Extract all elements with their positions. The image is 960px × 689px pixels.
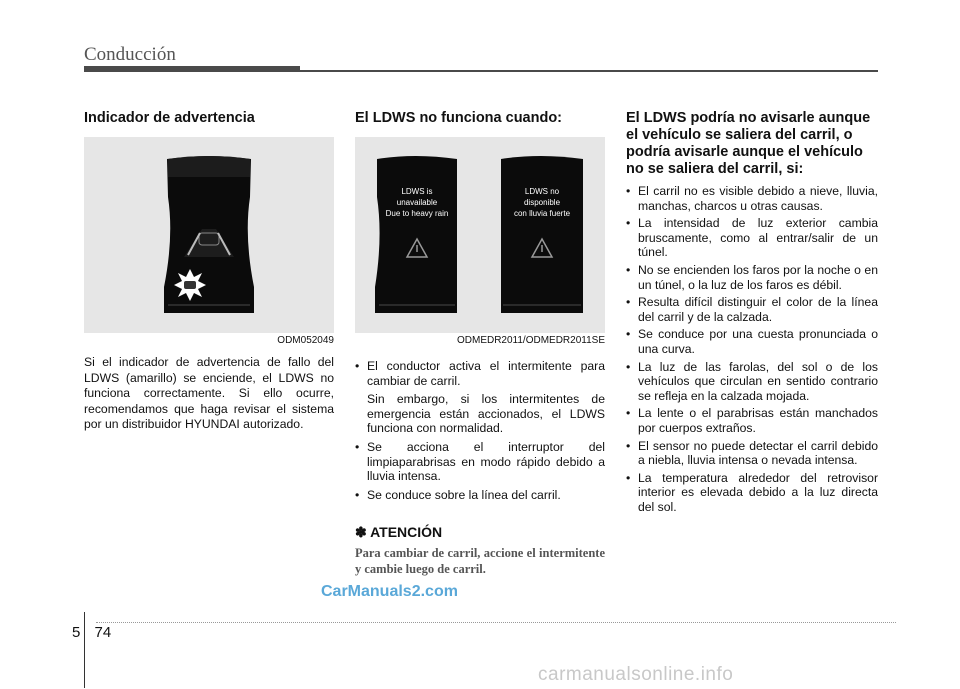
list-item: • No se encienden los faros por la noche o en un túnel, o la luz de los faros es débil.	[626, 263, 878, 292]
footer-dotted-rule	[96, 622, 896, 623]
site-watermark: carmanualsonline.info	[538, 664, 734, 685]
watermark-link[interactable]: CarManuals2.com	[321, 583, 458, 600]
column-warning-indicator	[84, 110, 334, 433]
heading-ldws-not-working: El LDWS no funciona cuando:	[355, 110, 563, 126]
warning-burst-icon	[174, 269, 206, 301]
ldws-not-working-list	[355, 359, 605, 388]
list-item: • La luz de las farolas, del sol o de los vehículos que circulan en sentido contrario se refleja en la calzada mojada.	[626, 360, 878, 404]
display-left-line-1: LDWS is	[401, 187, 433, 196]
note-heading: ✽ ATENCIÓN	[355, 524, 443, 541]
chapter-number: 5	[72, 624, 81, 641]
heading-ldws-may-not-warn: El LDWS podría no avisarle aunque el vehículo se saliera del carril, o podría avisarle aunque el vehículo no se saliera del carril, si:	[626, 110, 871, 177]
cluster-display-illustration	[84, 137, 334, 333]
note-text: Para cambiar de carril, accione el intermitente y cambie luego de carril.	[355, 546, 605, 577]
list-item: • La temperatura alrededor del retrovisor interior es elevada debido a la luz directa del sol.	[626, 471, 878, 515]
figure-warning-indicator	[84, 137, 334, 333]
list-item: • Se acciona el interruptor del limpiaparabrisas en modo rápido debido a lluvia intensa.	[355, 440, 605, 484]
section-title: Conducción	[84, 44, 176, 65]
list-item: • Resulta difícil distinguir el color de la línea del carril y de la calzada.	[626, 295, 878, 324]
display-left-line-3: Due to heavy rain	[385, 209, 449, 218]
display-right-line-3: con lluvia fuerte	[513, 209, 571, 218]
figure-ldws-unavailable	[355, 137, 605, 333]
column-ldws-may-not-warn	[626, 110, 878, 517]
list-item: • El conductor activa el intermitente para cambiar de carril.	[355, 359, 605, 388]
figure-code: ODM052049	[277, 335, 334, 346]
page-number-value: 74	[94, 624, 112, 641]
ldws-conditions-list	[626, 184, 878, 514]
display-right-line-2: disponible	[523, 198, 561, 207]
page-number	[72, 624, 111, 641]
list-item: • Se conduce sobre la línea del carril.	[355, 488, 605, 503]
heading-warning-indicator: Indicador de advertencia	[84, 110, 255, 126]
display-right-line-1: LDWS no	[524, 187, 560, 196]
column-ldws-not-working	[355, 110, 605, 577]
list-item: • La intensidad de luz exterior cambia bruscamente, como al entrar/salir de un túnel.	[626, 216, 878, 260]
display-left-line-2: unavailable	[396, 198, 438, 207]
figure-code: ODMEDR2011/ODMEDR2011SE	[456, 335, 605, 346]
header-rule-thick	[84, 66, 300, 72]
ldws-not-working-list-2	[355, 440, 605, 502]
ldws-unavailable-displays	[355, 137, 605, 333]
list-item-continuation: Sin embargo, si los intermitentes de emergencia están accionados, el LDWS funciona con normalidad.	[367, 392, 605, 436]
list-item: • La lente o el parabrisas están manchados por cuerpos extraños.	[626, 406, 878, 435]
warning-indicator-text: Si el indicador de advertencia de fallo del LDWS (amarillo) se enciende, el LDWS no funciona correctamente. Si ello ocurre, recomendamos que haga revisar el sistema por un distribuidor HYUNDAI autorizado.	[84, 355, 334, 432]
header-rule-thin	[300, 70, 878, 72]
list-item: • Se conduce por una cuesta pronunciada o una curva.	[626, 327, 878, 356]
list-item: • El sensor no puede detectar el carril debido a niebla, lluvia intensa o nevada intensa.	[626, 439, 878, 468]
list-item: • El carril no es visible debido a nieve, lluvia, manchas, charcos u otras causas.	[626, 184, 878, 213]
